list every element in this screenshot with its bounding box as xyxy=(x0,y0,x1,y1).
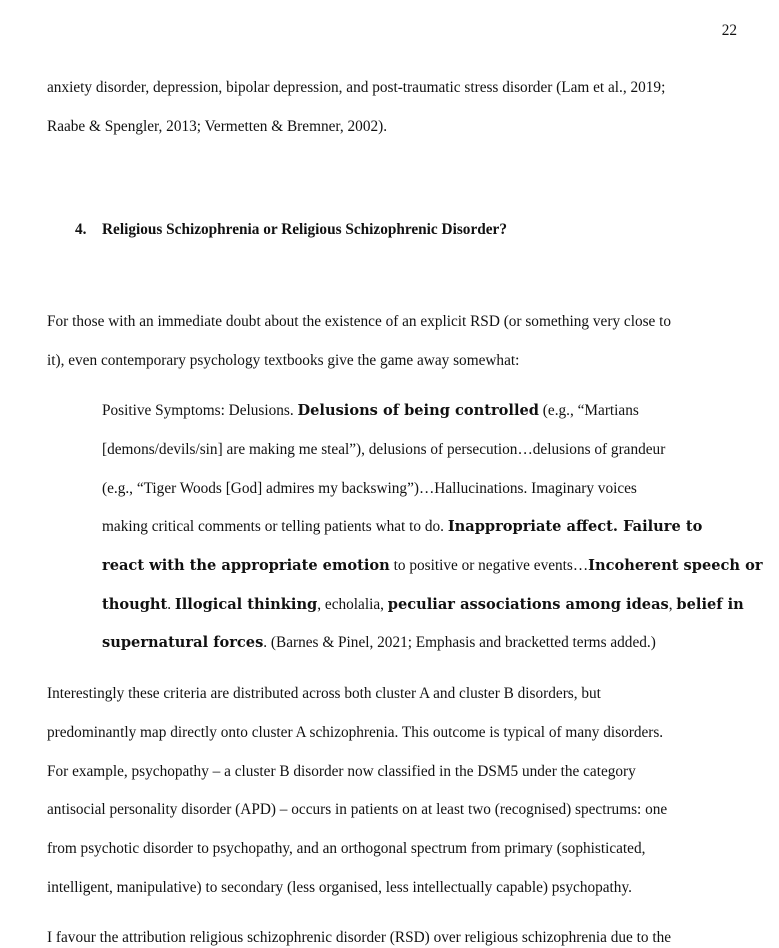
quote-text: (e.g., “Martians xyxy=(538,402,639,419)
paragraph-line: For those with an immediate doubt about the existence of an explicit RSD (or something very close to xyxy=(47,313,672,330)
quote-line xyxy=(102,517,702,537)
quote-emphasis: react with the appropriate emotion xyxy=(102,557,390,574)
section-heading xyxy=(75,220,507,240)
paragraph-line: from psychotic disorder to psychopathy, and an orthogonal spectrum from primary (sophisticated, xyxy=(47,840,646,857)
quote-line xyxy=(102,556,763,576)
quote-emphasis: Delusions of being controlled xyxy=(297,402,539,419)
quote-text: , echolalia, xyxy=(317,596,388,613)
quote-line xyxy=(102,401,639,421)
quote-line xyxy=(102,595,744,615)
page-number: 22 xyxy=(721,22,737,39)
quote-text: Positive Symptoms: Delusions. xyxy=(102,402,298,419)
section-number: 4. xyxy=(75,221,87,238)
paragraph-line: For example, psychopathy – a cluster B disorder now classified in the DSM5 under the category xyxy=(47,763,636,780)
paragraph-line: Interestingly these criteria are distributed across both cluster A and cluster B disorders, but xyxy=(47,685,601,702)
quote-emphasis: Inappropriate affect xyxy=(447,518,613,535)
quote-line xyxy=(102,633,656,653)
paragraph-line: it), even contemporary psychology textbooks give the game away somewhat: xyxy=(47,352,520,369)
quote-text: . xyxy=(167,596,175,613)
paragraph-line: I favour the attribution religious schizophrenic disorder (RSD) over religious schizophrenia due to the xyxy=(47,929,672,946)
quote-emphasis: thought xyxy=(102,596,168,613)
quote-emphasis: supernatural forces xyxy=(102,634,264,651)
intro-line: Raabe & Spengler, 2013; Vermetten & Bremner, 2002). xyxy=(47,118,388,135)
quote-line: [demons/devils/sin] are making me steal”), delusions of persecution…delusions of grandeur xyxy=(102,441,666,458)
quote-emphasis: belief in xyxy=(676,596,744,613)
paragraph-line: intelligent, manipulative) to secondary (less organised, less intellectually capable) psychopathy. xyxy=(47,879,632,896)
quote-text: , xyxy=(668,596,677,613)
quote-emphasis: peculiar associations among ideas xyxy=(387,596,669,613)
paragraph-line: antisocial personality disorder (APD) – occurs in patients on at least two (recognised) spectrums: one xyxy=(47,801,668,818)
section-title: Religious Schizophrenia or Religious Schizophrenic Disorder? xyxy=(102,221,507,238)
quote-text: to positive or negative events… xyxy=(389,557,589,574)
quote-text: . (Barnes & Pinel, 2021; Emphasis and bracketted terms added.) xyxy=(263,634,656,651)
quote-emphasis: . xyxy=(612,518,624,535)
quote-emphasis: Failure to xyxy=(623,518,703,535)
quote-line: (e.g., “Tiger Woods [God] admires my backswing”)…Hallucinations. Imaginary voices xyxy=(102,480,637,497)
intro-line: anxiety disorder, depression, bipolar depression, and post-traumatic stress disorder (Lam et al., 2019; xyxy=(47,79,666,96)
quote-emphasis: Illogical thinking xyxy=(174,596,318,613)
quote-emphasis: Incoherent speech or xyxy=(588,557,763,574)
paragraph-line: predominantly map directly onto cluster A schizophrenia. This outcome is typical of many disorders. xyxy=(47,724,664,741)
quote-text: making critical comments or telling patients what to do. xyxy=(102,518,448,535)
